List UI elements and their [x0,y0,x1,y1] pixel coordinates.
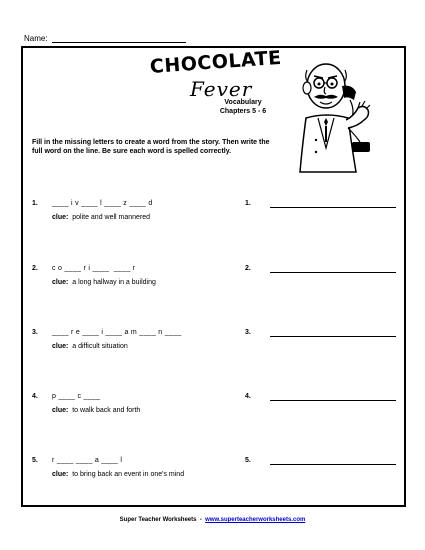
answer-number: 3. [245,329,251,336]
vocab-item-5 [32,457,392,487]
footer-url-link[interactable]: www.superteacherworksheets.com [205,517,306,523]
title-chocolate: CHOCOLATE [149,46,283,78]
clue-label: clue: [52,471,69,478]
clue [52,471,184,478]
name-line[interactable] [52,35,186,43]
footer [0,517,425,523]
answer-number: 5. [245,457,251,464]
item-number: 4. [32,393,38,400]
answer-line[interactable] [270,272,396,273]
clue [52,214,150,221]
footer-separator: - [199,517,202,523]
item-number: 3. [32,329,38,336]
character-illustration [286,56,376,174]
clue-label: clue: [52,407,69,414]
name-label: Name: [24,34,48,43]
instructions: Fill in the missing letters to create a word from the story. Then write the full word on the line. Be sure each word is spelled correctly. [32,139,270,155]
letter-puzzle[interactable]: r ____ ____ a ____ l [52,457,123,464]
answer-number: 4. [245,393,251,400]
vocab-item-3 [32,329,392,359]
answer-line[interactable] [270,207,396,208]
answer-number: 2. [245,265,251,272]
answer-line[interactable] [270,336,396,337]
title-fever: Fever [190,77,253,101]
vocab-item-4 [32,393,392,423]
clue [52,407,140,414]
item-number: 5. [32,457,38,464]
clue [52,343,128,350]
answer-line[interactable] [270,400,396,401]
letter-puzzle[interactable]: ____ r e ____ i ____ a m ____ n ____ [52,329,182,336]
answer-number: 1. [245,200,251,207]
answer-line[interactable] [270,464,396,465]
clue [52,279,156,286]
letter-puzzle[interactable]: p ____ c ____ [52,393,101,400]
clue-text: to bring back an event in one's mind [72,471,185,478]
item-number: 1. [32,200,38,207]
clue-text: a long hallway in a building [72,279,156,286]
clue-label: clue: [52,214,69,221]
clue-text: to walk back and forth [72,407,141,414]
clue-text: a difficult situation [72,343,128,350]
footer-brand: Super Teacher Worksheets [119,517,197,523]
letter-puzzle[interactable]: c o ____ r i ____ ____ r [52,265,136,272]
letter-puzzle[interactable]: ____ i v ____ l ____ z ____ d [52,200,153,207]
subtitle [208,98,278,116]
vocab-item-2 [32,265,392,295]
name-field [24,34,186,43]
clue-text: polite and well mannered [72,214,151,221]
subtitle-vocabulary: Vocabulary [224,99,262,106]
clue-label: clue: [52,343,69,350]
subtitle-chapters: Chapters 5 - 6 [219,108,267,115]
vocab-item-1 [32,200,392,230]
item-number: 2. [32,265,38,272]
clue-label: clue: [52,279,69,286]
